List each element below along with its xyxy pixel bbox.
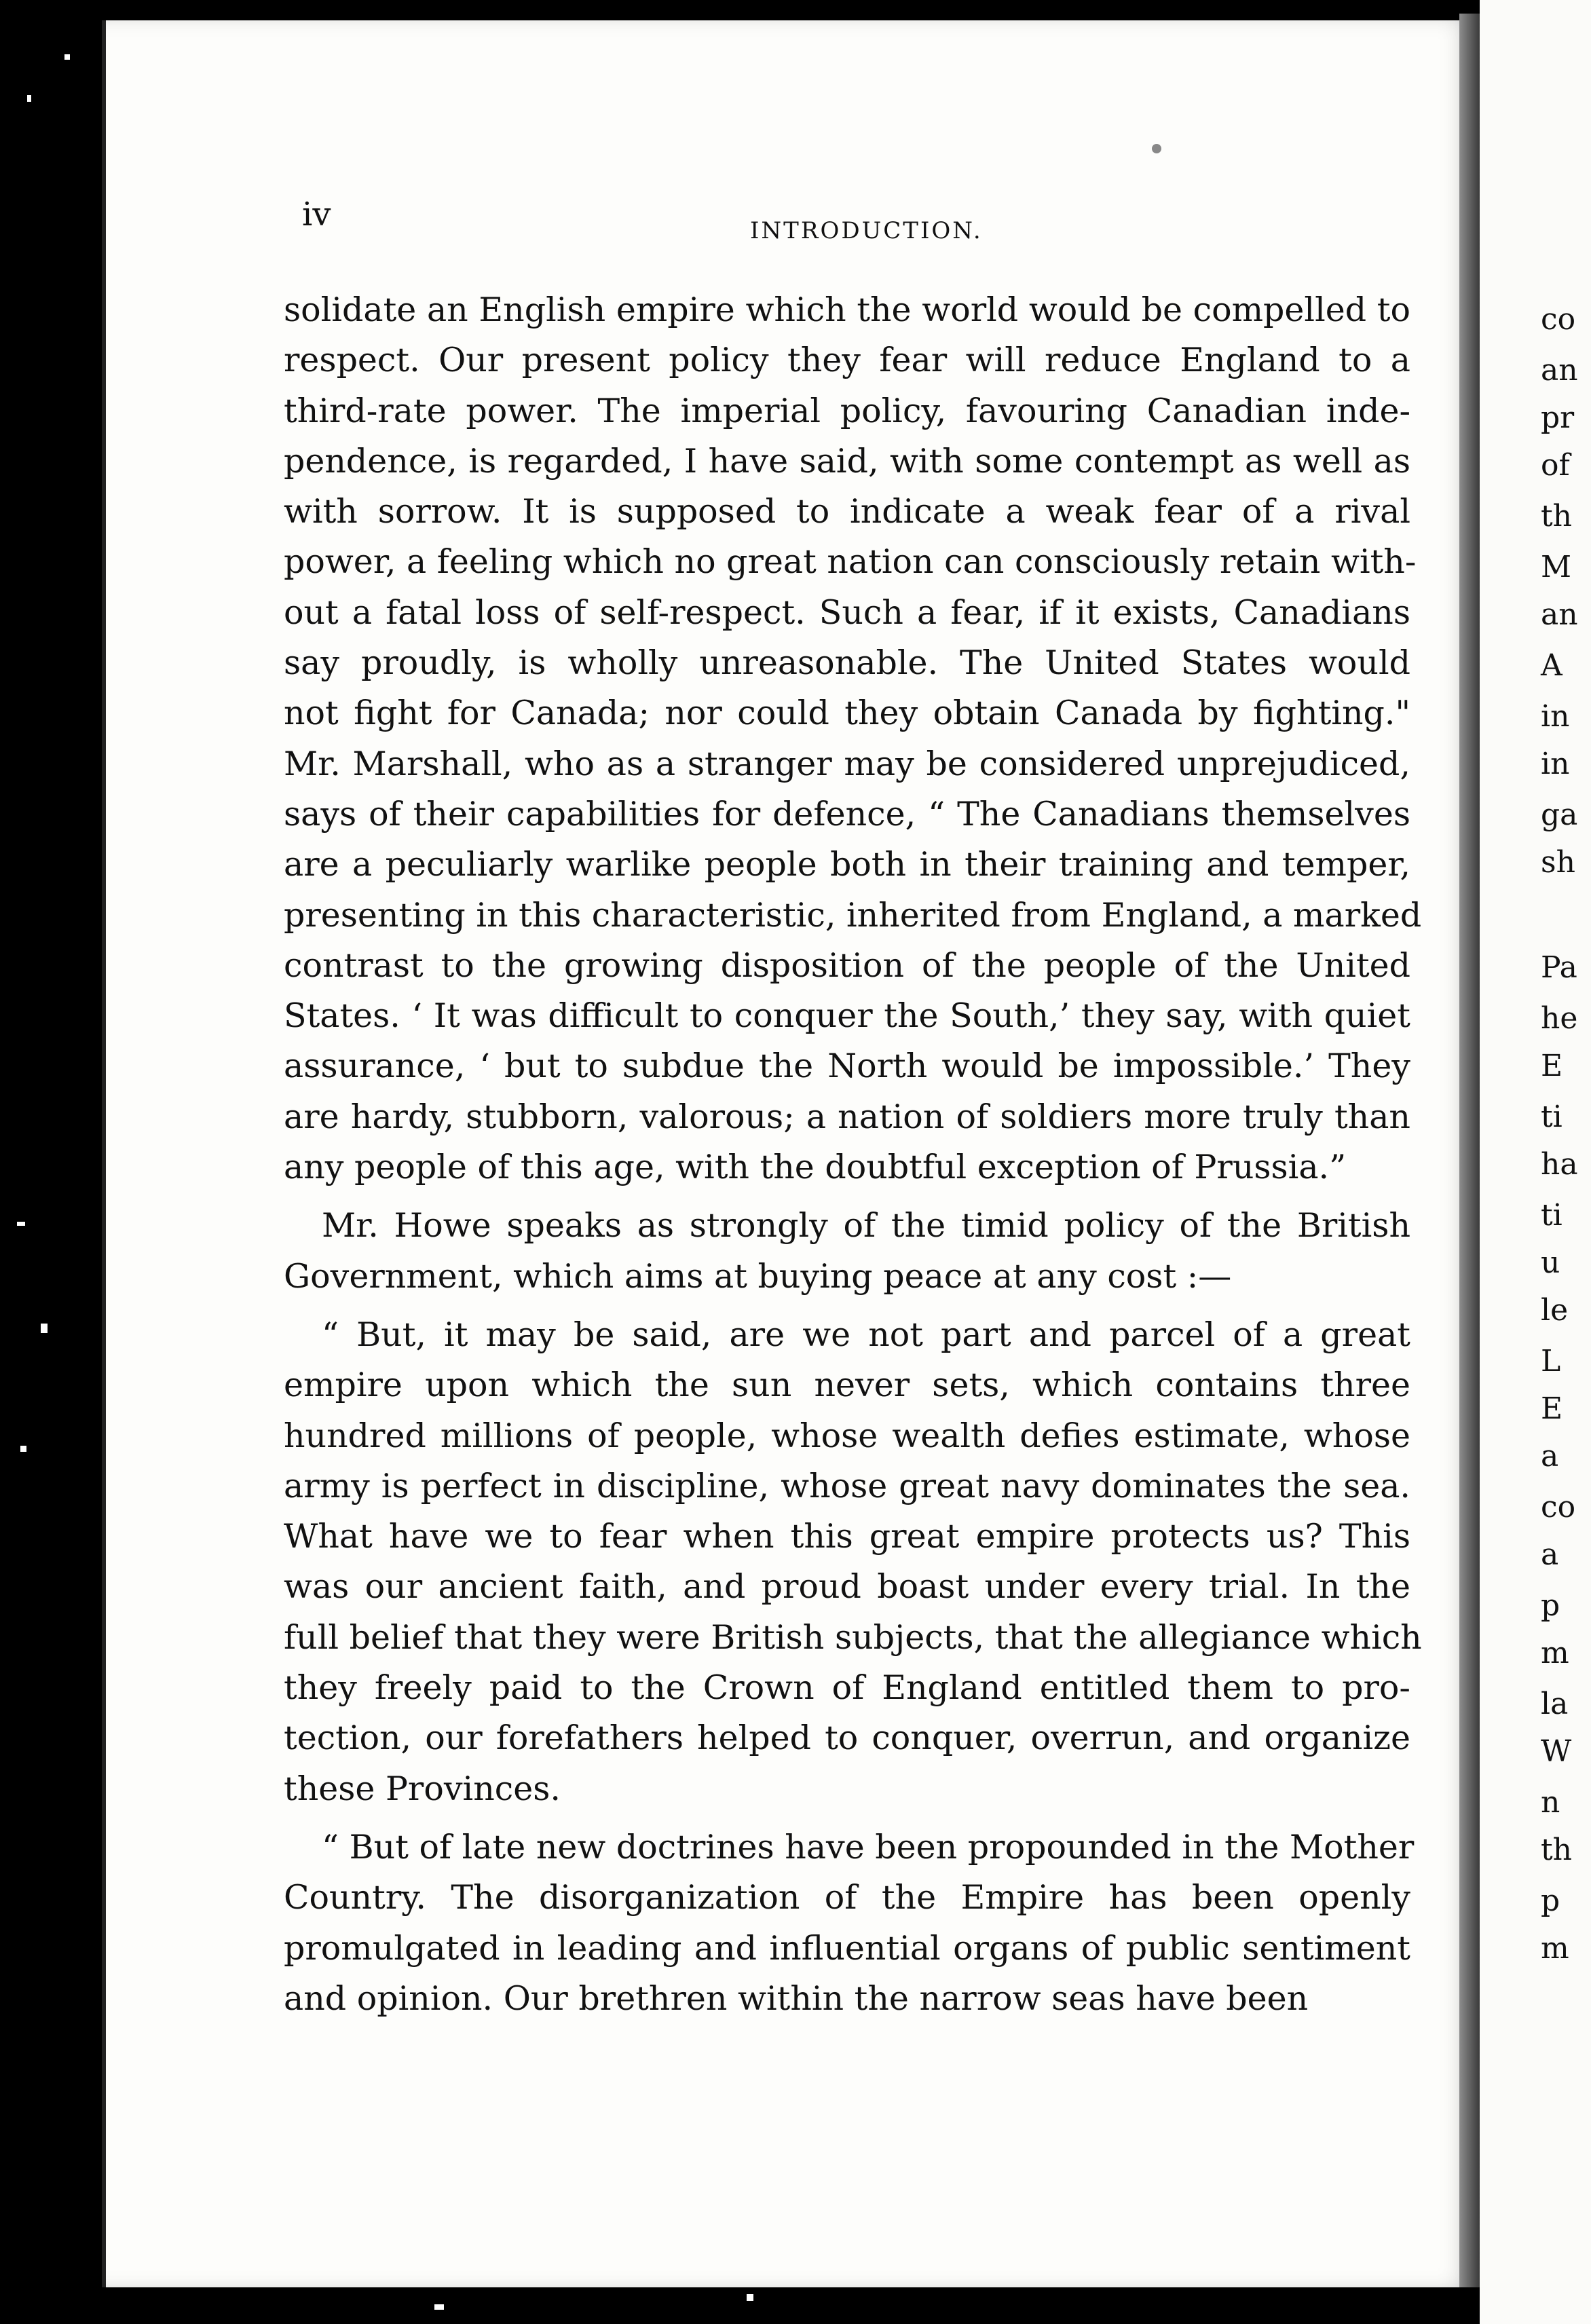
facing-page-fragment: co (1541, 1490, 1576, 1524)
scan-speck (64, 54, 70, 60)
facing-page-fragment: u (1541, 1245, 1560, 1280)
text-line: and opinion. Our brethren within the narrow seas have been (284, 1979, 1309, 2018)
running-head: INTRODUCTION. (750, 217, 983, 244)
facing-page-fragment: m (1541, 1636, 1569, 1670)
text-line: promulgated in leading and influential organs of public sentiment (284, 1928, 1410, 1968)
text-line: say proudly, is wholly unreasonable. The United States would (284, 643, 1410, 683)
text-line: Country. The disorganization of the Empire has been openly (284, 1878, 1410, 1917)
text-line: any people of this age, with the doubtful exception of Prussia.” (284, 1148, 1347, 1187)
facing-page-fragment: in (1541, 747, 1570, 781)
scan-speck (17, 1222, 25, 1226)
text-line: empire upon which the sun never sets, which contains three (284, 1366, 1410, 1405)
facing-page-fragment: W (1541, 1734, 1572, 1769)
text-line: Government, which aims at buying peace at any cost :— (284, 1256, 1232, 1296)
facing-page-fragment: p (1541, 1588, 1560, 1623)
facing-page-fragment: la (1541, 1687, 1569, 1721)
body-text (284, 285, 1422, 2024)
facing-page-fragment: th (1541, 499, 1573, 533)
facing-page-fragment: th (1541, 1833, 1573, 1867)
paragraph (284, 1201, 1410, 1302)
facing-page-fragment: co (1541, 302, 1576, 337)
text-line: presenting in this characteristic, inherited from England, a marked (284, 895, 1422, 935)
facing-page-fragment: E (1541, 1391, 1563, 1426)
facing-page-fragment: of (1541, 448, 1570, 483)
text-line: States. ‘ It was difficult to conquer the South,’ they say, with quiet (284, 996, 1410, 1036)
ink-spot (1152, 144, 1161, 153)
scan-speck (27, 95, 31, 102)
text-line: with sorrow. It is supposed to indicate a weak fear of a rival (284, 492, 1410, 531)
text-line: assurance, ‘ but to subdue the North would be impossible.’ They (284, 1047, 1410, 1086)
facing-page-fragment: L (1541, 1344, 1561, 1379)
scan-speck (41, 1324, 48, 1333)
paragraph (284, 1822, 1415, 2024)
text-line: tection, our forefathers helped to conquer, overrun, and organize (284, 1719, 1410, 1758)
facing-page-fragment: he (1541, 1001, 1578, 1036)
page-number: iv (302, 195, 331, 233)
facing-page-fragment: in (1541, 699, 1570, 734)
facing-page-fragment: ti (1541, 1100, 1562, 1134)
facing-page-fragment: a (1541, 1439, 1559, 1474)
facing-page-fragment: sh (1541, 845, 1575, 880)
facing-page-fragment: ga (1541, 798, 1578, 832)
page-gutter (1459, 14, 1480, 2287)
facing-page-fragment: a (1541, 1537, 1559, 1572)
text-line: they freely paid to the Crown of England entitled them to pro- (284, 1668, 1410, 1708)
text-line: “ But, it may be said, are we not part and parcel of a great (322, 1315, 1410, 1354)
text-line: says of their capabilities for defence, “ The Canadians themselves (284, 794, 1410, 833)
text-line: What have we to fear when this great empire protects us? This (284, 1517, 1410, 1556)
scan-speck (434, 2304, 444, 2310)
text-line: solidate an English empire which the world would be compelled to (284, 290, 1410, 329)
facing-page-fragment: le (1541, 1293, 1569, 1328)
scan-speck (20, 1446, 26, 1452)
scan-speck (747, 2294, 753, 2301)
facing-page-fragment: E (1541, 1049, 1563, 1083)
paragraph (284, 1310, 1422, 1814)
text-line: are a peculiarly warlike people both in their training and temper, (284, 845, 1410, 884)
facing-page-fragment: ha (1541, 1147, 1578, 1182)
facing-page-text (1480, 0, 1591, 2324)
text-line: these Provinces. (284, 1769, 561, 1808)
facing-page-fragment: A (1541, 648, 1562, 683)
facing-page-fragment: p (1541, 1883, 1560, 1918)
text-line: pendence, is regarded, I have said, with some contempt as well as (284, 441, 1410, 481)
text-line: army is perfect in discipline, whose great navy dominates the sea. (284, 1466, 1410, 1505)
text-line: hundred millions of people, whose wealth defies estimate, whose (284, 1416, 1410, 1455)
paragraph (284, 285, 1422, 1193)
text-line: Mr. Howe speaks as strongly of the timid policy of the British (322, 1206, 1410, 1245)
facing-page-fragment: an (1541, 597, 1578, 632)
facing-page-fragment: Pa (1541, 950, 1577, 985)
text-line: “ But of late new doctrines have been propounded in the Mother (322, 1827, 1415, 1867)
text-line: out a fatal loss of self-respect. Such a fear, if it exists, Canadians (284, 593, 1410, 632)
text-line: not fight for Canada; nor could they obtain Canada by fighting." (284, 694, 1410, 733)
facing-page-fragment: m (1541, 1931, 1569, 1966)
facing-page-fragment: n (1541, 1785, 1560, 1820)
text-line: are hardy, stubborn, valorous; a nation of soldiers more truly than (284, 1097, 1410, 1136)
text-line: power, a feeling which no great nation can consciously retain with- (284, 542, 1417, 582)
text-line: full belief that they were British subjects, that the allegiance which (284, 1617, 1422, 1657)
facing-page-fragment: an (1541, 353, 1578, 388)
facing-page-fragment: ti (1541, 1198, 1562, 1233)
text-line: Mr. Marshall, who as a stranger may be considered unprejudiced, (284, 744, 1410, 783)
facing-page-fragment: M (1541, 550, 1572, 584)
text-line: contrast to the growing disposition of the people of the United (284, 945, 1410, 985)
facing-page-edge (1480, 0, 1591, 2324)
text-line: respect. Our present policy they fear will reduce England to a (284, 341, 1410, 380)
text-line: third-rate power. The imperial policy, favouring Canadian inde- (284, 391, 1410, 430)
facing-page-fragment: pr (1541, 400, 1575, 435)
text-line: was our ancient faith, and proud boast under every trial. In the (284, 1567, 1410, 1607)
